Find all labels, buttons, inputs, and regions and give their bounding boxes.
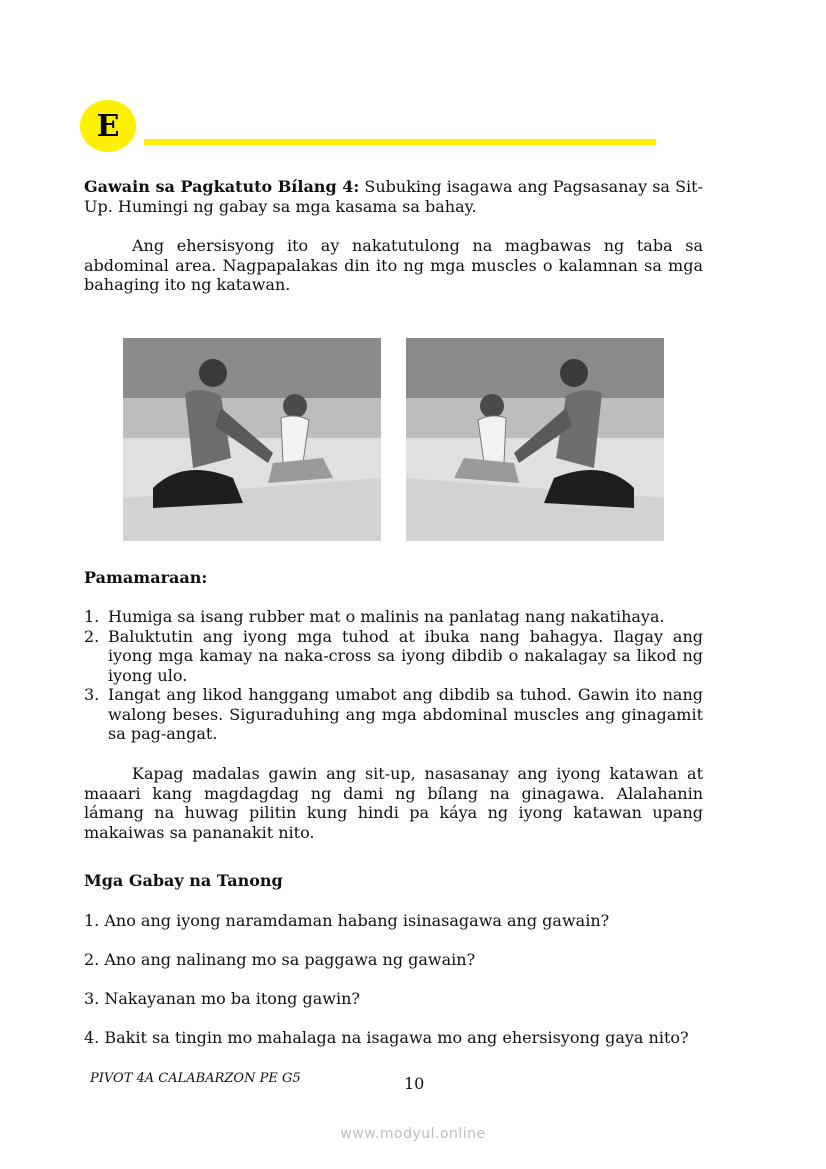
guide-question: 2. Ano ang nalinang mo sa paggawa ng gawain? [84, 950, 476, 969]
situp-photo-left [123, 338, 381, 541]
site-watermark: www.modyul.online [340, 1126, 486, 1142]
footer-module-title: PIVOT 4A CALABARZON PE G5 [90, 1071, 301, 1086]
guide-title: Mga Gabay na Tanong [84, 871, 283, 890]
procedure-steps [84, 607, 703, 744]
paragraph-reminder: Kapag madalas gawin ang sit-up, nasasanay ang iyong katawan at maaari kang magdagdag ng dami ng bílang na ginagawa. Alalahanin lámang na huwag pilitin kung hindi pa káya ng iyong katawan upang makaiwas sa pananakit nito. [84, 764, 703, 842]
page-number: 10 [404, 1074, 425, 1093]
procedure-step: 1. Humiga sa isang rubber mat o malinis na panlatag nang nakatihaya. [84, 607, 665, 626]
guide-question: 4. Bakit sa tingin mo mahalaga na isagawa mo ang ehersisyong gaya nito? [84, 1028, 689, 1047]
activity-intro [84, 177, 703, 216]
paragraph-benefits: Ang ehersisyong ito ay nakatutulong na magbawas ng taba sa abdominal area. Nagpapalakas din ito ng mga muscles o kalamnan sa mga bahaging ito ng katawan. [84, 236, 703, 294]
section-letter: E [96, 108, 120, 144]
activity-instruction: Subuking isagawa ang Pagsasanay sa Sit-Up. Humingi ng gabay sa mga kasama sa bahay. [84, 177, 704, 216]
situp-illustration-right [406, 338, 664, 541]
guide-question: 1. Ano ang iyong naramdaman habang isinasagawa ang gawain? [84, 911, 610, 930]
header-underline [144, 139, 656, 145]
activity-label: Gawain sa Pagkatuto Bílang 4: [84, 177, 360, 196]
situp-illustration-left [123, 338, 381, 541]
procedure-step: 3. Iangat ang likod hanggang umabot ang dibdib sa tuhod. Gawin ito nang walong beses. Siguraduhing ang mga abdominal muscles ang ginagamit sa pag-angat. [84, 685, 703, 743]
section-badge [80, 100, 136, 152]
guide-question: 3. Nakayanan mo ba itong gawin? [84, 989, 360, 1008]
procedure-step: 2. Baluktutin ang iyong mga tuhod at ibuka nang bahagya. Ilagay ang iyong mga kamay na naka-cross sa iyong dibdib o nakalagay sa likod ng iyong ulo. [84, 626, 703, 685]
situp-photo-right [406, 338, 664, 541]
procedure-title: Pamamaraan: [84, 568, 208, 587]
